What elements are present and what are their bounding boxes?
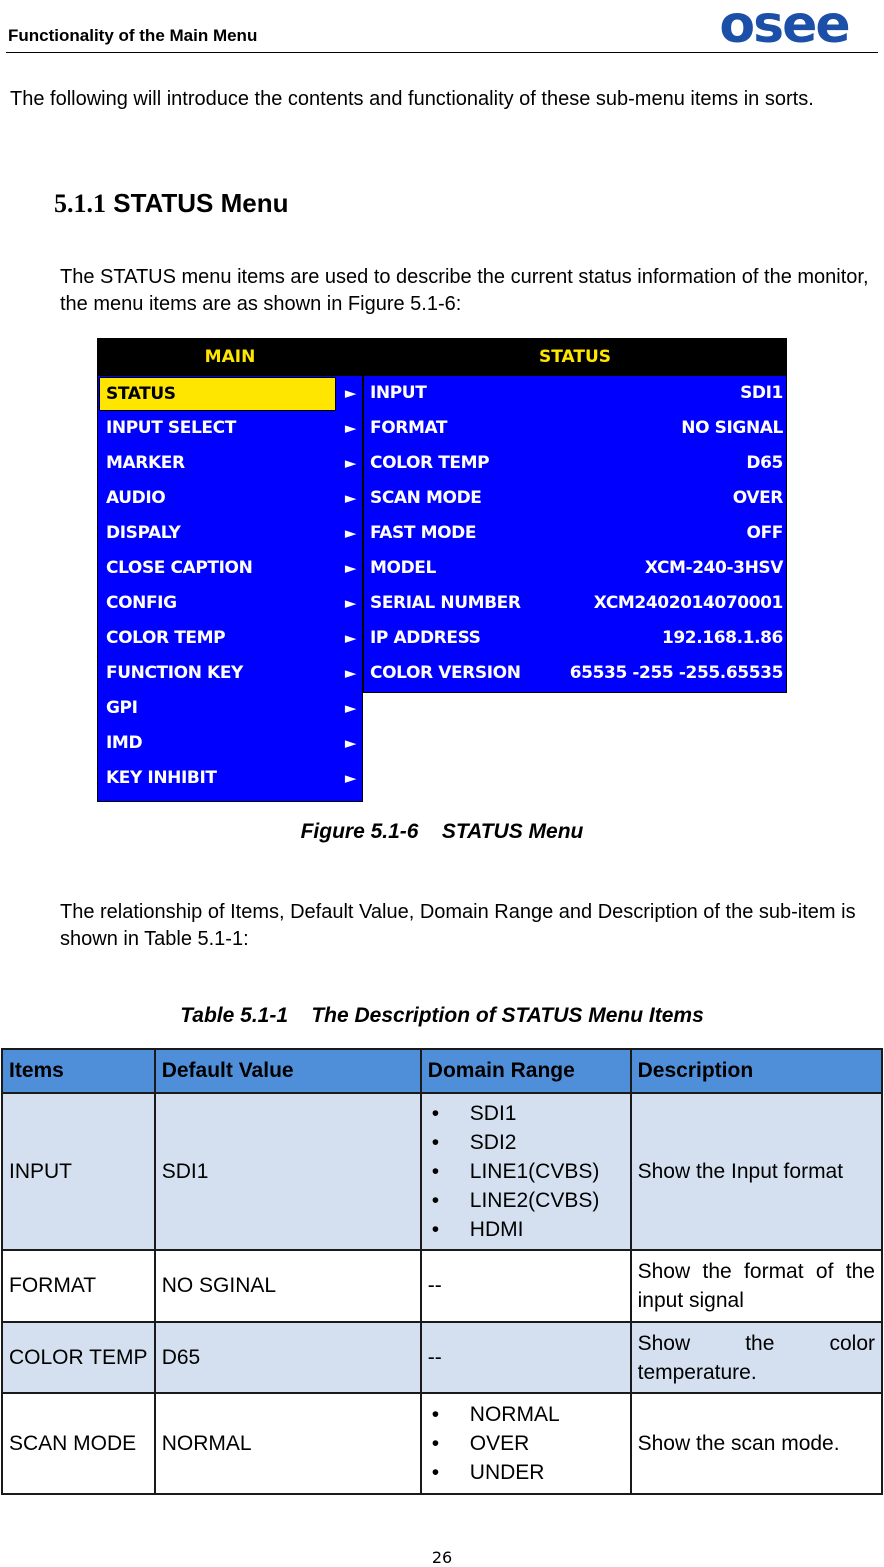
table-cell-default: D65 [155,1322,421,1393]
main-menu-item-label: STATUS [99,377,336,411]
header-rule [6,52,878,53]
main-menu-item-key-inhibit[interactable] [98,761,362,796]
main-menu-item-marker[interactable] [98,446,362,481]
table-cell-range: -- [421,1250,631,1322]
status-row-fast-mode[interactable] [364,516,786,551]
status-items-table [1,1048,883,1495]
table-cell-description: Show the Input format [631,1093,882,1250]
main-menu-item-gpi[interactable] [98,691,362,726]
main-menu-item-label: COLOR TEMP [106,628,226,648]
main-menu-item-label: FUNCTION KEY [106,663,243,683]
table-header-row [2,1049,882,1093]
status-row-value: NO SIGNAL [681,418,783,438]
range-list-item: • SDI1 [432,1099,630,1128]
status-menu-panel [363,338,787,693]
table-cell-item: FORMAT [2,1250,155,1322]
table-cell-default: NORMAL [155,1393,421,1494]
main-menu-item-label: MARKER [106,453,185,473]
table-header-cell: Description [631,1049,882,1093]
main-menu-item-audio[interactable] [98,481,362,516]
status-row-value: OFF [746,523,783,543]
table-row [2,1093,882,1250]
range-list-item: • UNDER [432,1458,630,1487]
table-cell-item: INPUT [2,1093,155,1250]
table-cell-item: SCAN MODE [2,1393,155,1494]
status-row-value: 65535 -255 -255.65535 [569,663,783,683]
status-row-value: XCM2402014070001 [593,593,783,613]
status-row-value: 192.168.1.86 [661,628,783,648]
status-row-model[interactable] [364,551,786,586]
table-cell-range [421,1093,631,1250]
submenu-arrow-icon: ► [344,664,356,682]
intro-paragraph: The following will introduce the contents and functionality of these sub-menu items in sorts. [10,88,814,110]
submenu-arrow-icon: ► [344,524,356,542]
submenu-arrow-icon: ► [344,454,356,472]
main-menu-item-label: IMD [106,733,143,753]
main-menu-item-label: INPUT SELECT [106,418,236,438]
submenu-arrow-icon: ► [344,734,356,752]
running-header: Functionality of the Main Menu [8,26,258,45]
status-row-value: D65 [746,453,783,473]
table-cell-description: Show the color temperature. [631,1322,882,1393]
status-row-label: SERIAL NUMBER [370,593,521,613]
status-row-value: OVER [732,488,783,508]
table-intro-paragraph: The relationship of Items, Default Value, Domain Range and Description of the sub-item is shown in Table 5.1-1: [60,901,856,950]
table-cell-range [421,1393,631,1494]
submenu-arrow-icon: ► [344,559,356,577]
main-menu-item-label: KEY INHIBIT [106,768,217,788]
table-row [2,1393,882,1494]
table-cell-description: Show the scan mode. [631,1393,882,1494]
osee-logo [692,2,877,48]
main-menu-item-input-select[interactable] [98,411,362,446]
main-menu-item-label: AUDIO [106,488,166,508]
page-number: 26 [431,1548,453,1567]
range-list [422,1099,630,1244]
status-row-ip-address[interactable] [364,621,786,656]
table-header-cell: Items [2,1049,155,1093]
status-row-value: SDI1 [740,383,783,403]
section-title: STATUS Menu [113,188,289,218]
table-cell-range: -- [421,1322,631,1393]
table-cell-default: SDI1 [155,1093,421,1250]
status-row-value: XCM-240-3HSV [644,558,783,578]
range-list-item: • HDMI [432,1215,630,1244]
submenu-arrow-icon: ► [344,769,356,787]
table-row [2,1322,882,1393]
table-cell-default: NO SGINAL [155,1250,421,1322]
range-list [422,1400,630,1487]
status-row-label: INPUT [370,383,427,403]
range-list-item: • LINE1(CVBS) [432,1157,630,1186]
status-row-label: FAST MODE [370,523,477,543]
status-menu-title: STATUS [364,339,786,376]
submenu-arrow-icon: ► [344,419,356,437]
status-row-serial-number[interactable] [364,586,786,621]
status-row-input[interactable] [364,376,786,411]
submenu-arrow-icon: ► [344,384,356,402]
range-list-item: • SDI2 [432,1128,630,1157]
main-menu-item-color-temp[interactable] [98,621,362,656]
table-cell-description: Show the format of the input signal [631,1250,882,1322]
main-menu-item-function-key[interactable] [98,656,362,691]
status-row-color-version[interactable] [364,656,786,691]
main-menu-item-label: CLOSE CAPTION [106,558,253,578]
status-row-label: COLOR TEMP [370,453,490,473]
section-number: 5.1.1 [54,189,106,218]
main-menu-item-label: CONFIG [106,593,177,613]
table-header-cell: Default Value [155,1049,421,1093]
main-menu-title: MAIN [98,339,362,376]
main-menu-item-config[interactable] [98,586,362,621]
status-row-label: IP ADDRESS [370,628,481,648]
status-row-format[interactable] [364,411,786,446]
submenu-arrow-icon: ► [344,699,356,717]
main-menu-item-display[interactable] [98,516,362,551]
submenu-arrow-icon: ► [344,629,356,647]
status-row-label: SCAN MODE [370,488,482,508]
range-list-item: • OVER [432,1429,630,1458]
table-row [2,1250,882,1322]
main-menu-item-label: DISPALY [106,523,181,543]
status-row-color-temp[interactable] [364,446,786,481]
range-list-item: • NORMAL [432,1400,630,1429]
main-menu-item-status[interactable] [98,376,362,411]
main-menu-item-imd[interactable] [98,726,362,761]
table-header-cell: Domain Range [421,1049,631,1093]
status-row-scan-mode[interactable] [364,481,786,516]
submenu-arrow-icon: ► [344,594,356,612]
main-menu-panel [97,338,363,802]
main-menu-item-label: GPI [106,698,138,718]
status-row-label: MODEL [370,558,436,578]
status-row-label: FORMAT [370,418,448,438]
section-heading [54,188,288,219]
table-cell-item: COLOR TEMP [2,1322,155,1393]
status-description-paragraph: The STATUS menu items are used to describe the current status information of the monitor, the menu items are as shown in Figure 5.1-6: [60,266,869,315]
status-row-label: COLOR VERSION [370,663,521,683]
range-list-item: • LINE2(CVBS) [432,1186,630,1215]
submenu-arrow-icon: ► [344,489,356,507]
main-menu-item-close-caption[interactable] [98,551,362,586]
figure-caption: Figure 5.1-6 STATUS Menu [300,820,584,843]
table-caption: Table 5.1-1 The Description of STATUS Menu Items [180,1004,704,1027]
logo-text: osee [719,2,849,48]
